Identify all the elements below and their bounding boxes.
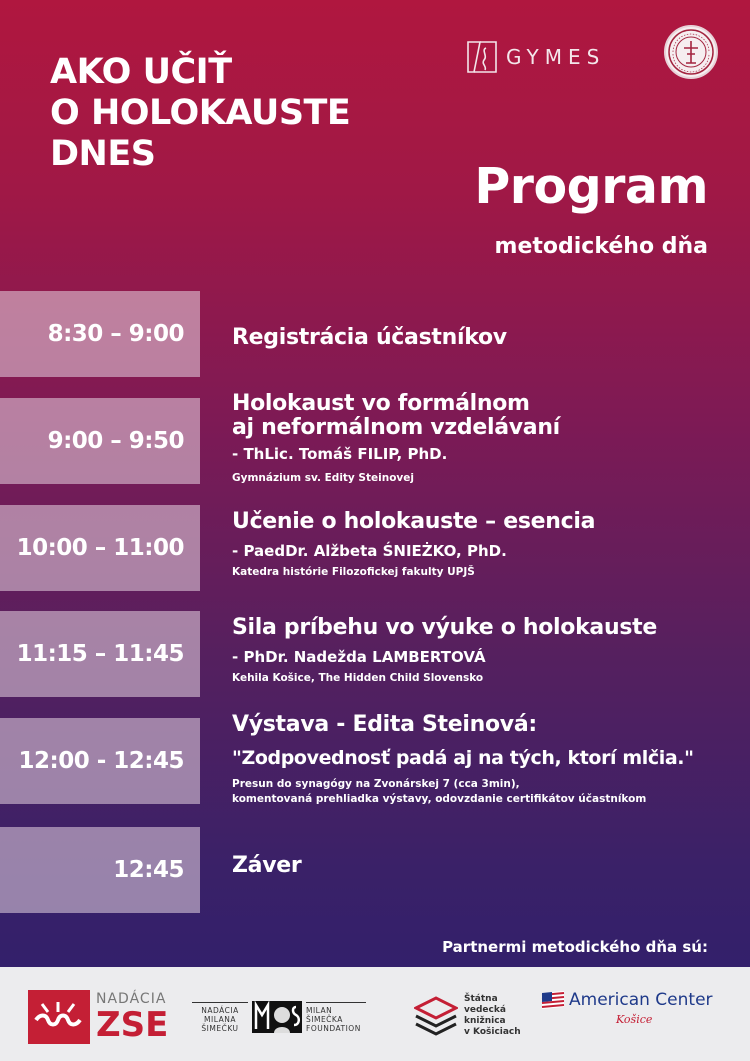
simecka-foundation-logo: [192, 997, 377, 1037]
schedule-time: 11:15 – 11:45: [0, 611, 200, 697]
schedule-title: Registrácia účastníkov: [232, 325, 507, 350]
schedule-title: Záver: [232, 853, 302, 878]
partners-strip: [0, 967, 750, 1061]
schedule-note: Presun do synagógy na Zvonárskej 7 (cca 3min),: [232, 778, 520, 790]
library-name: Štátna vedecká knižnica v Košiciach: [464, 994, 521, 1037]
schedule-quote: "Zodpovednosť padá aj na tých, ktorí mlčia.": [232, 747, 694, 769]
schedule-title: aj neformálnom vzdelávaní: [232, 415, 560, 440]
gymes-logo-text: GYMES: [506, 45, 606, 69]
event-title: AKO UČIŤ O HOLOKAUSTE DNES: [50, 52, 351, 174]
schedule-time: 10:00 – 11:00: [0, 505, 200, 591]
schedule-speaker: - ThLic. Tomáš FILIP, PhD.: [232, 445, 448, 463]
university-seal-icon: [664, 25, 718, 79]
schedule-affiliation: Gymnázium sv. Edity Steinovej: [232, 472, 414, 484]
zse-mark-icon: [28, 990, 90, 1044]
schedule-time: 8:30 – 9:00: [0, 291, 200, 377]
schedule-time: 12:45: [0, 827, 200, 913]
schedule-title: Holokaust vo formálnom: [232, 391, 530, 416]
simecka-left-text: NADÁCIA MILANA ŠIMEČKU: [192, 1002, 248, 1033]
simecka-right-text: MILAN ŠIMEČKA FOUNDATION: [306, 1002, 366, 1033]
library-books-icon: [414, 994, 458, 1038]
schedule-content: [232, 855, 742, 877]
schedule-speaker: - PaedDr. Alžbeta ŚNIEŻKO, PhD.: [232, 542, 507, 560]
schedule-speaker: - PhDr. Nadežda LAMBERTOVÁ: [232, 648, 486, 666]
us-flag-icon: [540, 989, 566, 1011]
schedule-note: komentovaná prehliadka výstavy, odovzdanie certifikátov účastníkom: [232, 793, 647, 805]
program-heading: Program: [474, 158, 708, 215]
schedule-time: 12:00 - 12:45: [0, 718, 200, 804]
american-center-name: American Center: [569, 990, 713, 1010]
american-center-city: Košice: [616, 1013, 653, 1026]
schedule-affiliation: Katedra histórie Filozofickej fakulty UPJŠ: [232, 566, 475, 578]
schedule-title: Sila príbehu vo výuke o holokauste: [232, 615, 657, 640]
schedule-content: [232, 393, 742, 486]
schedule-affiliation: Kehila Košice, The Hidden Child Slovensko: [232, 672, 484, 684]
schedule-content: [232, 511, 742, 580]
schedule-content: [232, 327, 742, 349]
schedule-time: 9:00 – 9:50: [0, 398, 200, 484]
partners-label: Partnermi metodického dňa sú:: [442, 938, 708, 956]
schedule-content: [232, 714, 742, 807]
zse-foundation-logo: [28, 987, 178, 1047]
schedule-title: Výstava - Edita Steinová:: [232, 712, 537, 737]
american-center-logo: [540, 989, 720, 1043]
simecka-portrait-icon: [252, 999, 302, 1035]
program-subheading: metodického dňa: [494, 234, 708, 259]
library-logo: [414, 991, 524, 1041]
gymes-logo: [466, 38, 605, 76]
schedule-content: [232, 617, 742, 686]
schedule-title: Učenie o holokauste – esencia: [232, 509, 596, 534]
gymes-mark-icon: [466, 38, 498, 76]
zse-foundation-label: NADÁCIA: [96, 991, 167, 1007]
zse-name: ZSE: [96, 1005, 169, 1045]
